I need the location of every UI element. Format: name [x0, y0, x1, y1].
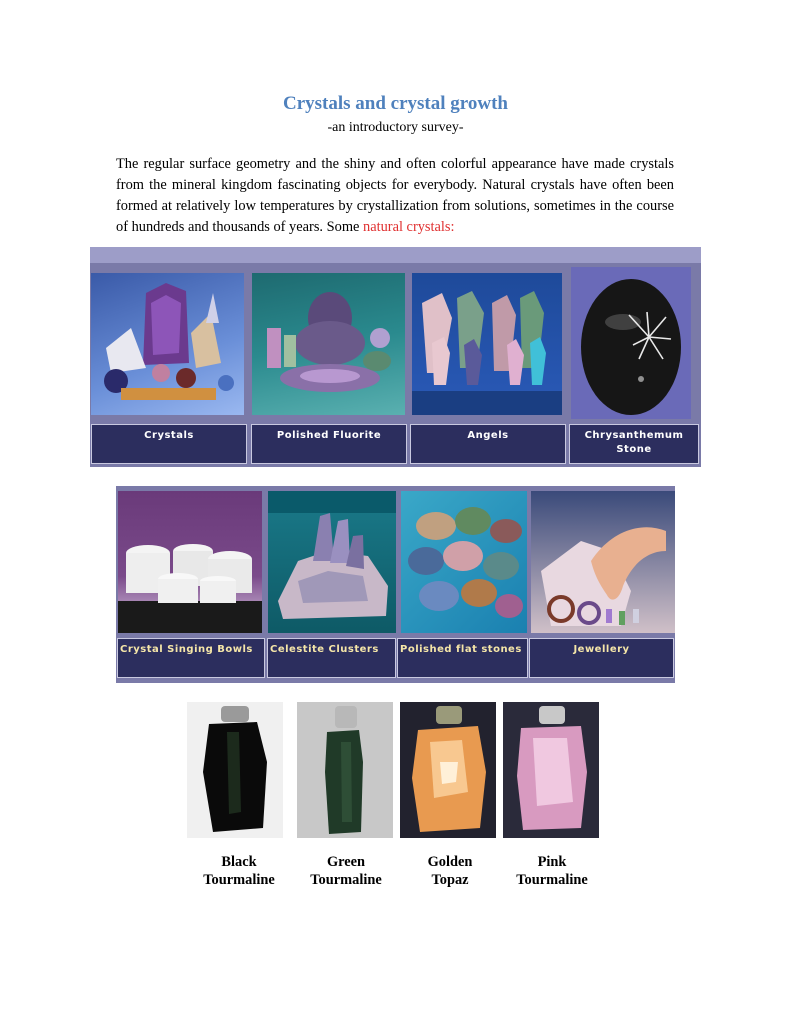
label-crystals[interactable]: Crystals: [91, 424, 247, 464]
caption-pink-tourmaline: [497, 853, 607, 889]
gallery-crystal-products: [116, 486, 675, 683]
polished-fluorite-image[interactable]: [252, 273, 405, 415]
label-polished-fluorite[interactable]: Polished Fluorite: [251, 424, 407, 464]
page-subtitle: -an introductory survey-: [327, 120, 464, 135]
gallery-top-bar: [90, 247, 701, 263]
caption-line1: Black: [221, 854, 257, 870]
chrysanthemum-stone-image[interactable]: [571, 267, 691, 419]
caption-green-tourmaline: [291, 853, 401, 889]
label-crystal-singing-bowls[interactable]: Crystal Singing Bowls: [117, 638, 265, 678]
gallery-natural-crystals: [90, 247, 701, 467]
angels-image[interactable]: [412, 273, 562, 415]
crystals-image[interactable]: [91, 273, 244, 415]
black-tourmaline-image: [187, 702, 283, 838]
caption-line2: Tourmaline: [516, 872, 588, 888]
polished-flat-stones-image[interactable]: [401, 491, 527, 633]
green-tourmaline-image: [297, 702, 393, 838]
label-jewellery[interactable]: Jewellery: [529, 638, 674, 678]
caption-line2: Tourmaline: [203, 872, 275, 888]
caption-line2: Tourmaline: [310, 872, 382, 888]
celestite-clusters-image[interactable]: [268, 491, 396, 633]
label-polished-flat-stones[interactable]: Polished flat stones: [397, 638, 528, 678]
intro-paragraph: [116, 154, 674, 238]
intro-text: The regular surface geometry and the shiny and often colorful appearance have made crystals from the mineral kingdom fascinating objects for everybody. Natural crystals have often been formed at relatively low temperatures by crystallization from solutions, sometimes in the course of hundreds and thousands of years. Some: [116, 156, 674, 235]
label-celestite-clusters[interactable]: Celestite Clusters: [267, 638, 396, 678]
label-chrysanthemum-stone[interactable]: Chrysanthemum Stone: [569, 424, 699, 464]
label-angels[interactable]: Angels: [410, 424, 566, 464]
pink-tourmaline-image: [503, 702, 599, 838]
golden-topaz-image: [400, 702, 496, 838]
jewellery-image[interactable]: [531, 491, 675, 633]
caption-line1: Golden: [427, 854, 473, 870]
caption-golden-topaz: [395, 853, 505, 889]
singing-bowls-image[interactable]: [118, 491, 262, 633]
caption-line1: Green: [326, 854, 366, 870]
caption-line2: Topaz: [431, 872, 469, 888]
natural-crystals-link[interactable]: natural crystals:: [363, 219, 455, 235]
caption-line1: Pink: [537, 854, 567, 870]
page-title: Crystals and crystal growth: [282, 93, 508, 114]
caption-black-tourmaline: [184, 853, 294, 889]
